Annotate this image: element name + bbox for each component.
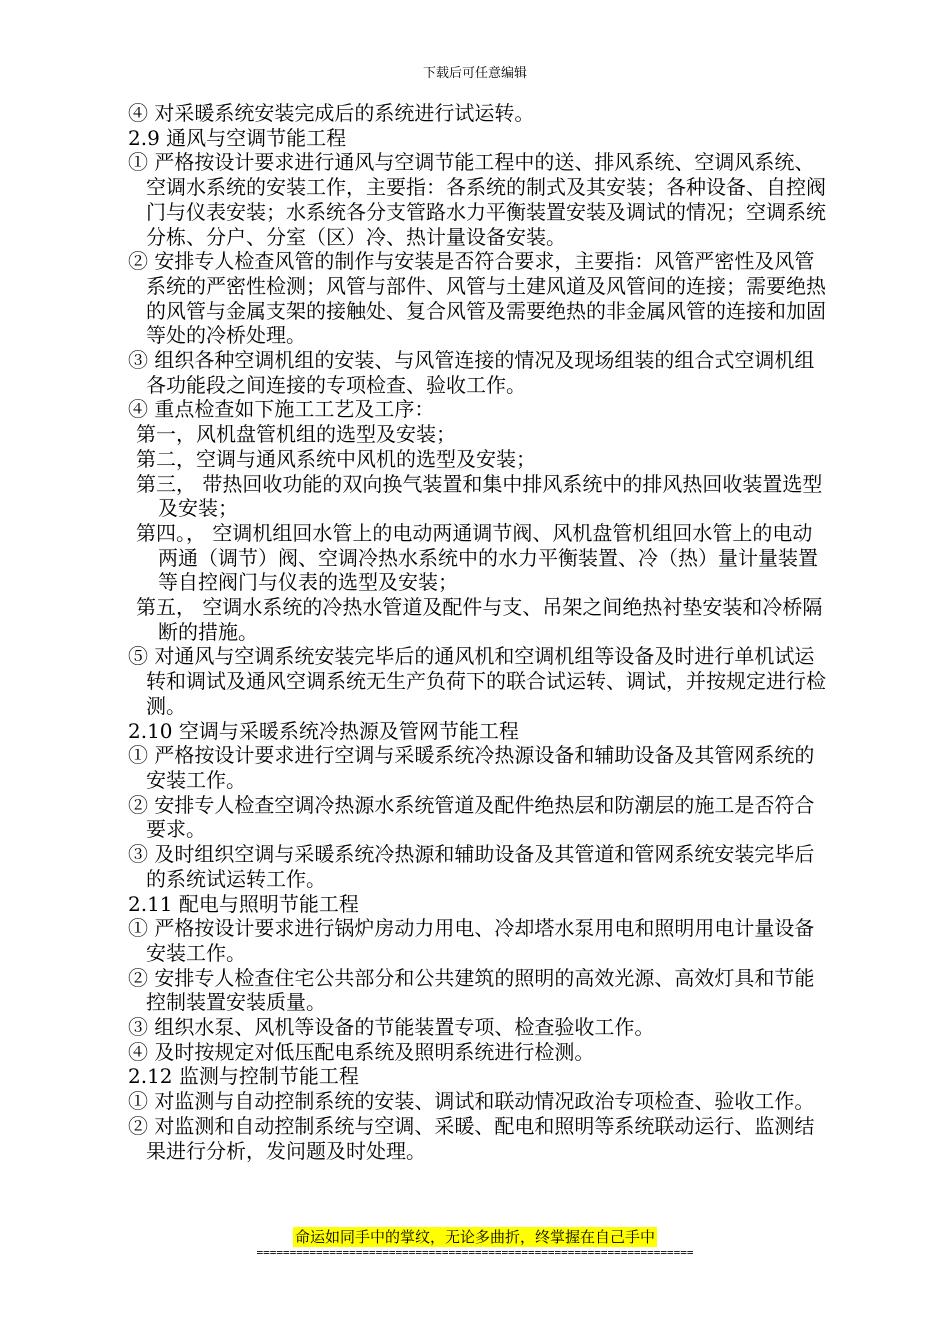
- document-body: [128, 101, 828, 1163]
- list-item: ③ 及时组织空调与采暖系统冷热源和辅助设备及其管道和管网系统安装完毕后的系统试运转工作。: [128, 842, 815, 891]
- page-header: 下载后可任意编辑: [422, 66, 527, 81]
- list-item: ① 严格按设计要求进行通风与空调节能工程中的送、排风系统、空调风系统、空调水系统的安装工作，主要指：各系统的制式及其安装；各种设备、自控阀门与仪表安装；水系统各分支管路水力平衡装置安装及调试的情况；空调系统分栋、分户、分室（区）冷、热计量设备安装。: [128, 150, 826, 249]
- sub-item: 第三， 带热回收功能的双向换气装置和集中排风系统中的排风热回收装置选型及安装；: [136, 471, 823, 521]
- list-item: ② 安排专人检查住宅公共部分和公共建筑的照明的高效光源、高效灯具和节能控制装置安装质量。: [128, 965, 815, 1015]
- section-heading: 2.10 空调与采暖系统冷热源及管网节能工程: [128, 718, 519, 743]
- list-item: ③ 组织水泵、风机等设备的节能装置专项、检查验收工作。: [128, 1015, 655, 1040]
- sub-item: 第一，风机盘管机组的选型及安装；: [136, 422, 456, 447]
- list-item: ① 严格按设计要求进行空调与采暖系统冷热源设备和辅助设备及其管网系统的安装工作。: [128, 743, 815, 792]
- list-item: ① 对监测与自动控制系统的安装、调试和联动情况政治专项检查、验收工作。: [128, 1089, 815, 1114]
- list-item: ④ 及时按规定对低压配电系统及照明系统进行检测。: [128, 1039, 595, 1064]
- sub-item: 第二，空调与通风系统中风机的选型及安装；: [136, 446, 536, 471]
- list-item: ③ 组织各种空调机组的安装、与风管连接的情况及现场组装的组合式空调机组各功能段之间连接的专项检查、验收工作。: [128, 348, 815, 397]
- section-heading: 2.9 通风与空调节能工程: [128, 125, 347, 150]
- list-item: ④ 重点检查如下施工工艺及工序：: [128, 397, 435, 422]
- list-item: ② 对监测和自动控制系统与空调、采暖、配电和照明等系统联动运行、监测结果进行分析，发问题及时处理。: [128, 1113, 815, 1163]
- list-item: ② 安排专人检查风管的制作与安装是否符合要求，主要指：风管严密性及风管系统的严密性检测；风管与部件、风管与土建风道及风管间的连接；需要绝热的风管与金属支架的接触处、复合风管及需要绝热的非金属风管的连接和加固等处的冷桥处理。: [128, 249, 826, 348]
- section-heading: 2.12 监测与控制节能工程: [128, 1064, 359, 1089]
- section-heading: 2.11 配电与照明节能工程: [128, 891, 359, 916]
- sub-item: 第五， 空调水系统的冷热水管道及配件与支、吊架之间绝热衬垫安装和冷桥隔断的措施。: [136, 595, 823, 644]
- list-item: ② 安排专人检查空调冷热源水系统管道及配件绝热层和防潮层的施工是否符合要求。: [128, 792, 815, 842]
- list-item: ① 严格按设计要求进行锅炉房动力用电、冷却塔水泵用电和照明用电计量设备安装工作。: [128, 916, 815, 965]
- footer-motto: 命运如同手中的掌纹，无论多曲折，终掌握在自己手中: [294, 1228, 655, 1246]
- footer-rule: ==================================================================: [256, 1246, 694, 1259]
- page-footer: [0, 1227, 950, 1247]
- sub-item: 第四。， 空调机组回水管上的电动两通调节阀、风机盘管机组回水管上的电动两通（调节）阀、空调冷热水系统中的水力平衡装置、冷（热）量计量装置等自控阀门与仪表的选型及安装；: [136, 520, 818, 595]
- list-item: ⑤ 对通风与空调系统安装完毕后的通风机和空调机组等设备及时进行单机试运转和调试及通风空调系统无生产负荷下的联合试运转、调试，并按规定进行检测。: [128, 644, 826, 718]
- list-item: ④ 对采暖系统安装完成后的系统进行试运转。: [128, 101, 535, 125]
